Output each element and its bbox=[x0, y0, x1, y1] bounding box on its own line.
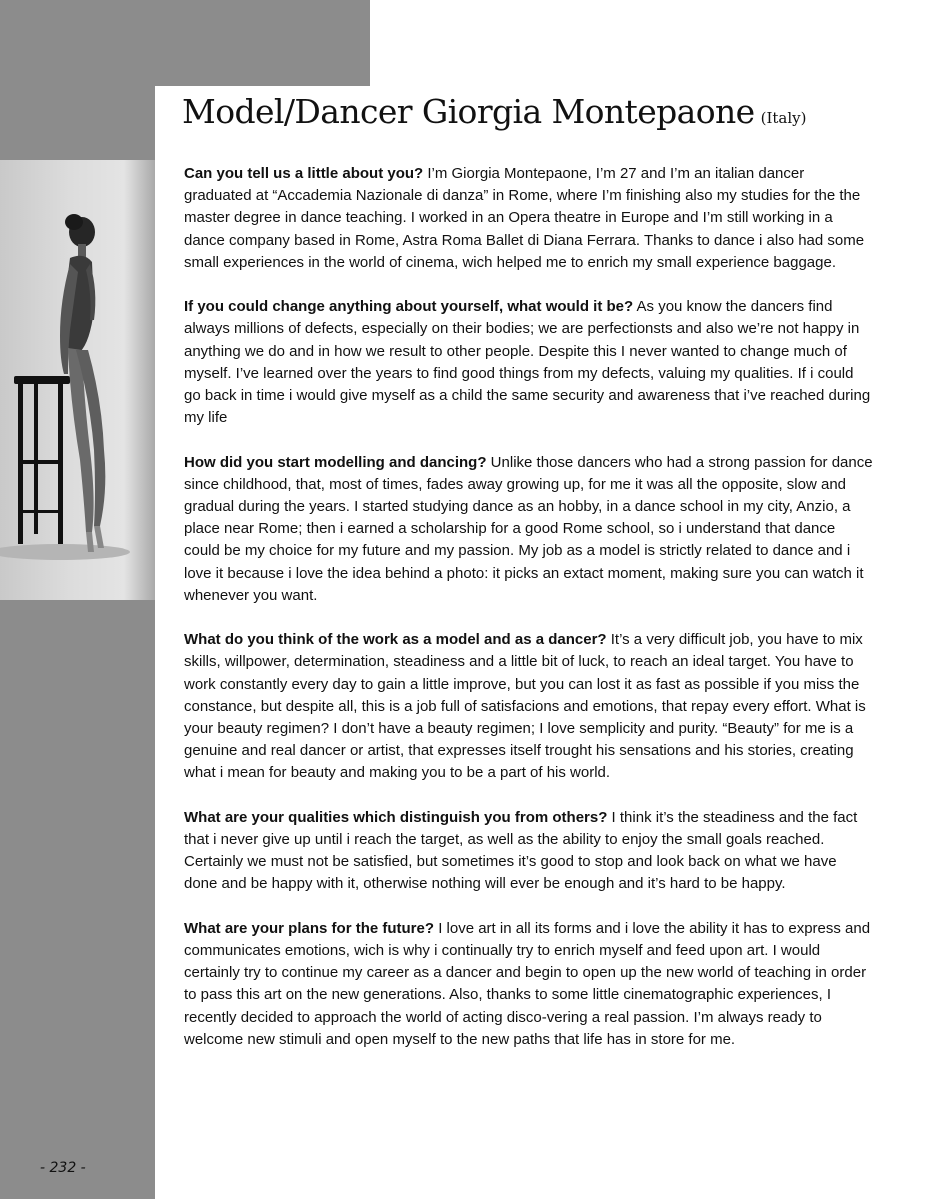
answer: I think it’s the steadiness and the fact that i never give up until i reach the target, as well as the ability to enjoy the small goals reached. Certainly we must not be satisfied, but sometimes it’s good to stop and look back on what we have done and be happy with it, otherwise nothing will ever be enough and it’s hard to be happy. bbox=[184, 808, 858, 893]
title-country: (Italy) bbox=[760, 109, 807, 127]
interview-section-6 bbox=[184, 918, 874, 1051]
title-main: Model/Dancer Giorgia Montepaone bbox=[182, 92, 755, 131]
interview-section-3 bbox=[184, 452, 874, 607]
interview-section-2 bbox=[184, 296, 874, 429]
question: If you could change anything about yourself, what would it be? bbox=[184, 298, 634, 316]
interview-content bbox=[184, 163, 874, 1073]
answer: It’s a very difficult job, you have to mix skills, willpower, determination, steadiness and a little bit of luck, to reach an ideal target. You have to work constantly every day to gain a little improve, but you can lost it as fast as possible if you miss the constance, but despite all, this is a job full of satisfacions and emotions, that repay every effort. What is your beauty regimen? I don’t have a beauty regimen; I love semplicity and purity. “Beauty” for me is a genuine and real dancer or artist, that expresses itself trought his sensations and his stories, creating what i mean for beauty and making you to be a part of his world. bbox=[184, 631, 866, 782]
stool-icon bbox=[14, 376, 70, 544]
question: Can you tell us a little about you? bbox=[184, 165, 424, 182]
page-title bbox=[182, 92, 882, 131]
page-number: - 232 - bbox=[40, 1160, 86, 1176]
answer: I love art in all its forms and i love the ability it has to express and communicates emotions, wich is why i continually try to enrich myself and feed upon art. I would certainly try to continue my career as a dancer and begin to open up the new world of teaching in order to pass this art on the new generations. Also, thanks to some little cinematographic experiences, I recently decided to approach the world of acting disco-vering a real passion. I’m always ready to welcome new stimuli and open myself to the new paths that life has in store for me. bbox=[184, 919, 871, 1048]
interview-section-1 bbox=[184, 163, 874, 274]
dancer-photo bbox=[0, 160, 155, 600]
question: What are your qualities which distinguish you from others? bbox=[184, 808, 608, 826]
header-gray-band bbox=[0, 0, 370, 86]
question: How did you start modelling and dancing? bbox=[184, 453, 487, 471]
answer: As you know the dancers find always millions of defects, especially on their bodies; we are perfectionsts and also we’re not happy in anything we do and in how we result to other people. Despite this I never wanted to change much of myself. I’ve learned over the years to find good things from my defects, valuing my qualities. If i could go back in time i would give myself as a child the same security and awareness that i’ve reached during my life bbox=[184, 298, 871, 427]
question: What do you think of the work as a model and as a dancer? bbox=[184, 631, 607, 649]
interview-section-4 bbox=[184, 629, 874, 784]
answer: I’m Giorgia Montepaone, I’m 27 and I’m an italian dancer graduated at “Accademia Nazionale di danza” in Rome, where I’m finishing also my studies for the the master degree in dance teaching. I worked in an Opera theatre in Europe and I’m still working in a dance company based in Rome, Astra Roma Ballet di Diana Ferrara. Thanks to dance i also had some small experiences in the world of cinema, wich helped me to enrich my small experience baggage. bbox=[184, 165, 865, 271]
interview-section-5 bbox=[184, 807, 874, 896]
question: What are your plans for the future? bbox=[184, 919, 435, 937]
answer: Unlike those dancers who had a strong passion for dance since childhood, that, most of times, fades away growing up, for me it was all the opposite, slow and gradual during the years. I started studying dance as an hobby, in a dance school in my city, Anzio, a place near Rome; then i earned a scholarship for a good Rome school, so i understand that dance could be my choice for my future and my passion. My job as a model is strictly related to dance and i love it because i love the idea behind a photo: it picks an extact moment, making sure you can watch it whenever you want. bbox=[184, 453, 873, 604]
dancer-with-stool-illustration bbox=[0, 160, 155, 600]
